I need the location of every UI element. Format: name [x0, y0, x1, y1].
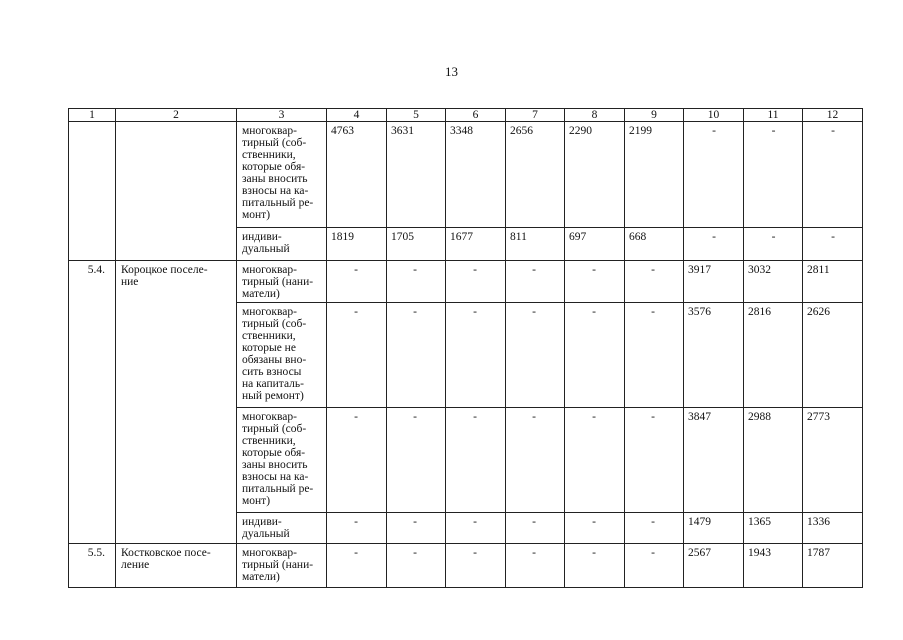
housing-type-line: многоквар-: [242, 411, 297, 423]
value-cell: -: [506, 513, 565, 544]
value-cell: 2567: [684, 544, 744, 588]
value-cell: 811: [506, 228, 565, 261]
column-header: 11: [744, 109, 803, 122]
row-number-cell: [69, 122, 116, 261]
housing-type-line: монт): [242, 209, 271, 221]
housing-type-line: тирный (соб-: [242, 137, 307, 149]
housing-type-cell: [237, 261, 327, 303]
value-cell: -: [446, 408, 506, 513]
column-header: 10: [684, 109, 744, 122]
value-cell: -: [625, 303, 684, 408]
value-cell: -: [565, 544, 625, 588]
value-cell: -: [625, 544, 684, 588]
column-header: 3: [237, 109, 327, 122]
housing-type-line: питальный ре-: [242, 483, 314, 495]
housing-type-cell: [237, 303, 327, 408]
value-cell: -: [446, 261, 506, 303]
housing-type-line: индиви-: [242, 516, 282, 528]
value-cell: -: [387, 544, 446, 588]
housing-type-cell: [237, 228, 327, 261]
value-cell: 2290: [565, 122, 625, 228]
value-cell: 1336: [803, 513, 863, 544]
value-cell: -: [506, 544, 565, 588]
housing-type-line: ный ремонт): [242, 390, 304, 402]
housing-type-cell: [237, 544, 327, 588]
value-cell: -: [446, 513, 506, 544]
value-cell: 1479: [684, 513, 744, 544]
housing-type-line: тирный (соб-: [242, 423, 307, 435]
column-header: 4: [327, 109, 387, 122]
column-header: 6: [446, 109, 506, 122]
value-cell: -: [565, 303, 625, 408]
value-cell: 1819: [327, 228, 387, 261]
value-cell: -: [625, 408, 684, 513]
value-cell: -: [327, 261, 387, 303]
housing-type-line: ственники,: [242, 149, 296, 161]
value-cell: 2656: [506, 122, 565, 228]
housing-type-line: которые обя-: [242, 447, 306, 459]
value-cell: -: [387, 513, 446, 544]
value-cell: 3348: [446, 122, 506, 228]
housing-type-line: ственники,: [242, 330, 296, 342]
column-header: 8: [565, 109, 625, 122]
value-cell: -: [327, 513, 387, 544]
row-number-cell: [69, 544, 116, 588]
value-cell: -: [684, 228, 744, 261]
value-cell: 4763: [327, 122, 387, 228]
housing-type-line: взносы на ка-: [242, 185, 309, 197]
value-cell: 2773: [803, 408, 863, 513]
housing-type-line: на капиталь-: [242, 378, 304, 390]
table-header-row: [69, 109, 863, 122]
value-cell: -: [744, 122, 803, 228]
value-cell: 2626: [803, 303, 863, 408]
column-header: 9: [625, 109, 684, 122]
housing-type-line: индиви-: [242, 231, 282, 243]
row-number: 5.5.: [87, 547, 105, 559]
value-cell: 2988: [744, 408, 803, 513]
value-cell: -: [565, 408, 625, 513]
value-cell: -: [327, 303, 387, 408]
housing-type-line: ственники,: [242, 435, 296, 447]
housing-type-line: заны вносить: [242, 173, 308, 185]
table-row: [69, 544, 863, 588]
value-cell: 3847: [684, 408, 744, 513]
value-cell: -: [446, 303, 506, 408]
value-cell: -: [506, 303, 565, 408]
value-cell: -: [387, 408, 446, 513]
housing-type-cell: [237, 513, 327, 544]
value-cell: 3631: [387, 122, 446, 228]
settlement-name-line: ление: [121, 559, 150, 571]
housing-type-line: тирный (нани-: [242, 276, 314, 288]
housing-type-line: многоквар-: [242, 264, 297, 276]
value-cell: -: [506, 408, 565, 513]
value-cell: 1943: [744, 544, 803, 588]
housing-type-line: дуальный: [242, 528, 290, 540]
value-cell: -: [327, 408, 387, 513]
value-cell: -: [684, 122, 744, 228]
column-header: 12: [803, 109, 863, 122]
settlement-name-cell: [116, 122, 237, 261]
column-header: 2: [116, 109, 237, 122]
value-cell: -: [387, 261, 446, 303]
housing-type-line: многоквар-: [242, 125, 297, 137]
value-cell: -: [625, 261, 684, 303]
column-header: 5: [387, 109, 446, 122]
housing-type-line: многоквар-: [242, 547, 297, 559]
housing-type-line: взносы на ка-: [242, 471, 309, 483]
value-cell: -: [803, 228, 863, 261]
page-number: 13: [445, 64, 458, 79]
value-cell: -: [625, 513, 684, 544]
housing-type-line: тирный (нани-: [242, 559, 314, 571]
settlement-name-line: Короцкое поселе-: [121, 264, 208, 276]
value-cell: -: [506, 261, 565, 303]
housing-type-line: заны вносить: [242, 459, 308, 471]
housing-type-line: обязаны вно-: [242, 354, 307, 366]
settlement-name-cell: [116, 544, 237, 588]
value-cell: -: [565, 261, 625, 303]
value-cell: -: [565, 513, 625, 544]
value-cell: 1705: [387, 228, 446, 261]
value-cell: 1365: [744, 513, 803, 544]
value-cell: 2811: [803, 261, 863, 303]
housing-type-line: многоквар-: [242, 306, 297, 318]
housing-type-line: дуальный: [242, 243, 290, 255]
row-number-cell: [69, 261, 116, 544]
housing-type-line: питальный ре-: [242, 197, 314, 209]
value-cell: 3576: [684, 303, 744, 408]
column-header: 1: [69, 109, 116, 122]
value-cell: 668: [625, 228, 684, 261]
tariff-table: [68, 108, 863, 588]
value-cell: 2816: [744, 303, 803, 408]
value-cell: 697: [565, 228, 625, 261]
value-cell: 2199: [625, 122, 684, 228]
housing-type-line: матели): [242, 571, 280, 583]
housing-type-cell: [237, 122, 327, 228]
housing-type-line: тирный (соб-: [242, 318, 307, 330]
housing-type-line: сить взносы: [242, 366, 302, 378]
housing-type-line: монт): [242, 495, 271, 507]
column-header: 7: [506, 109, 565, 122]
table-row: [69, 122, 863, 228]
value-cell: -: [446, 544, 506, 588]
housing-type-line: которые обя-: [242, 161, 306, 173]
table-row: [69, 261, 863, 303]
value-cell: 1787: [803, 544, 863, 588]
housing-type-line: которые не: [242, 342, 296, 354]
value-cell: 3917: [684, 261, 744, 303]
value-cell: -: [744, 228, 803, 261]
housing-type-cell: [237, 408, 327, 513]
value-cell: -: [327, 544, 387, 588]
value-cell: 3032: [744, 261, 803, 303]
settlement-name-line: ние: [121, 276, 139, 288]
row-number: 5.4.: [87, 264, 105, 276]
settlement-name-cell: [116, 261, 237, 544]
value-cell: -: [803, 122, 863, 228]
value-cell: 1677: [446, 228, 506, 261]
settlement-name-line: Костковское посе-: [121, 547, 211, 559]
value-cell: -: [387, 303, 446, 408]
housing-type-line: матели): [242, 288, 280, 300]
